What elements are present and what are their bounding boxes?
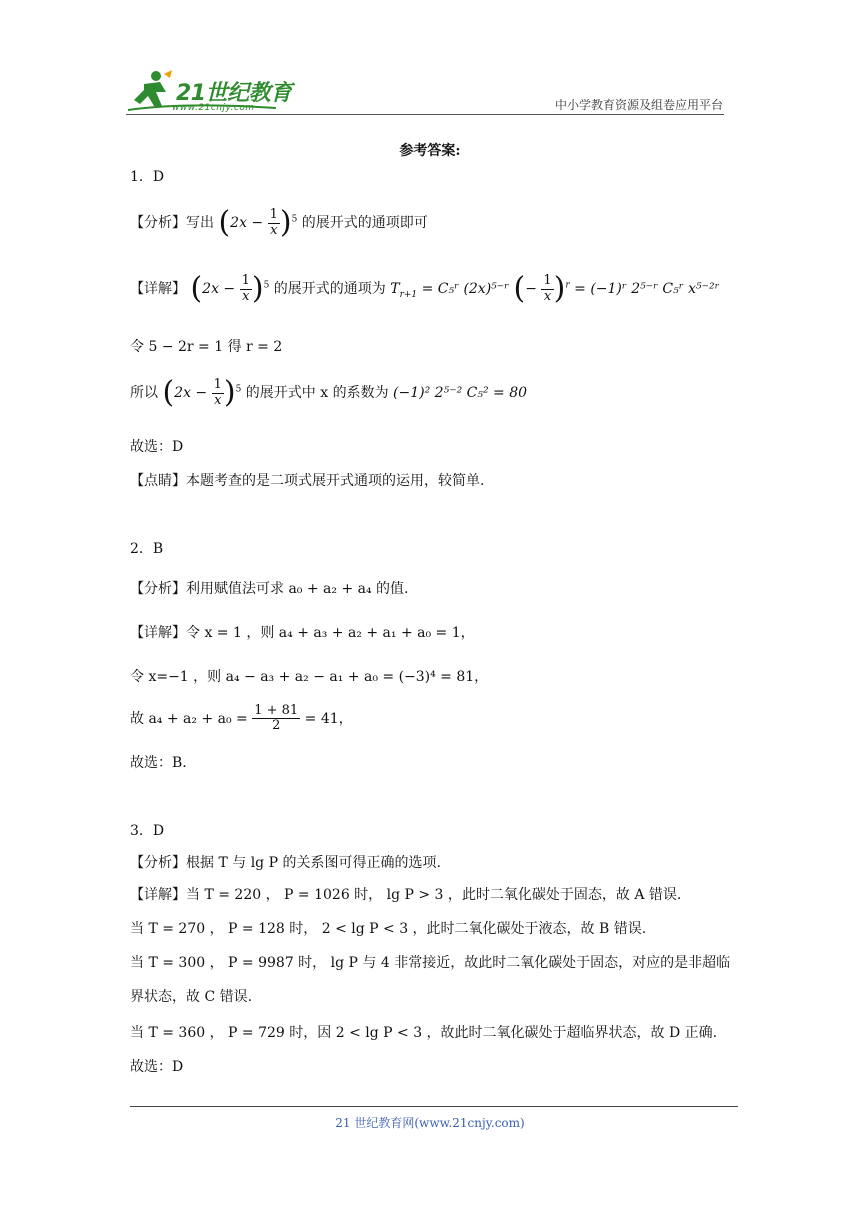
footer-link[interactable]: 21 世纪教育网(www.21cnjy.com) xyxy=(335,1116,525,1130)
q3-line5: 当 T = 360 ， P = 729 时，因 2 < lg P < 3 ，故此时二氧化碳处于超临界状态，故 D 正确. xyxy=(130,1025,718,1041)
q1-line4: 所以 (2x − $\frac{1}{x}$ )$^5$ 的展开式中 x 的系数为 (−1)² 2⁵⁻² C₅² = 80 xyxy=(130,375,528,410)
header-platform-text: 中小学教育资源及组卷应用平台 xyxy=(554,98,723,112)
q1-answer: 1．D xyxy=(130,169,165,185)
q2-answer: 2．B xyxy=(130,541,164,557)
detail-label: 【详解】 xyxy=(130,281,186,297)
q3-line4: 界状态，故 C 错误. xyxy=(130,989,253,1005)
q3-line2: 当 T = 270 ， P = 128 时， 2 < lg P < 3 ，此时二氧化碳处于液态，故 B 错误. xyxy=(130,921,647,937)
q1-analysis: 【分析】写出 (2x − $\frac{1}{x}$ )$^5$ 的展开式的通项即可 xyxy=(130,205,428,240)
q2-detail: 【详解】令 x = 1 ，则 a₄ + a₃ + a₂ + a₁ + a₀ = 1， xyxy=(130,625,475,641)
analysis-label: 【分析】 xyxy=(130,215,186,231)
q1-detail: 【详解】 (2x − $\frac{1}{x}$ )$^5$ 的展开式的通项为 $T_{r+1}$ = C₅ʳ (2x)⁵⁻ʳ (− $\frac{1}{x}$ )$^r$ = (−1)ʳ 2⁵⁻ʳ C₅ʳ x⁵⁻²ʳ xyxy=(130,271,720,306)
page-title: 参考答案: xyxy=(399,143,461,159)
q3-analysis: 【分析】根据 T 与 lg P 的关系图可得正确的选项. xyxy=(130,855,441,871)
logo-text: 21世纪教育 xyxy=(176,81,292,106)
q2-choice: 故选：B. xyxy=(130,755,187,771)
q2-analysis: 【分析】利用赋值法可求 a₀ + a₂ + a₄ 的值. xyxy=(130,581,409,597)
q1-line3: 令 5 − 2r = 1 得 r = 2 xyxy=(130,339,283,355)
q3-detail: 【详解】当 T = 220 ， P = 1026 时， lg P > 3 ，此时二氧化碳处于固态，故 A 错误. xyxy=(130,887,682,903)
q2-line2: 令 x=−1 ，则 a₄ − a₃ + a₂ − a₁ + a₀ = (−3)⁴ = 81， xyxy=(130,669,489,685)
q3-answer: 3．D xyxy=(130,823,165,839)
footer-divider xyxy=(130,1106,738,1107)
logo-url: www.21cnjy.com xyxy=(172,103,255,113)
q3-line3: 当 T = 300 ， P = 9987 时， lg P 与 4 非常接近，故此时二氧化碳处于固态，对应的是非超临 xyxy=(130,955,731,971)
q1-choice: 故选：D xyxy=(130,439,184,455)
q3-choice: 故选：D xyxy=(130,1059,184,1075)
header-divider xyxy=(126,114,724,115)
q2-line3: 故 a₄ + a₂ + a₀ = $\frac{1 + 81}{2}$ = 41， xyxy=(130,703,353,734)
q1-comment: 【点睛】本题考查的是二项式展开式通项的运用，较简单. xyxy=(130,473,485,489)
